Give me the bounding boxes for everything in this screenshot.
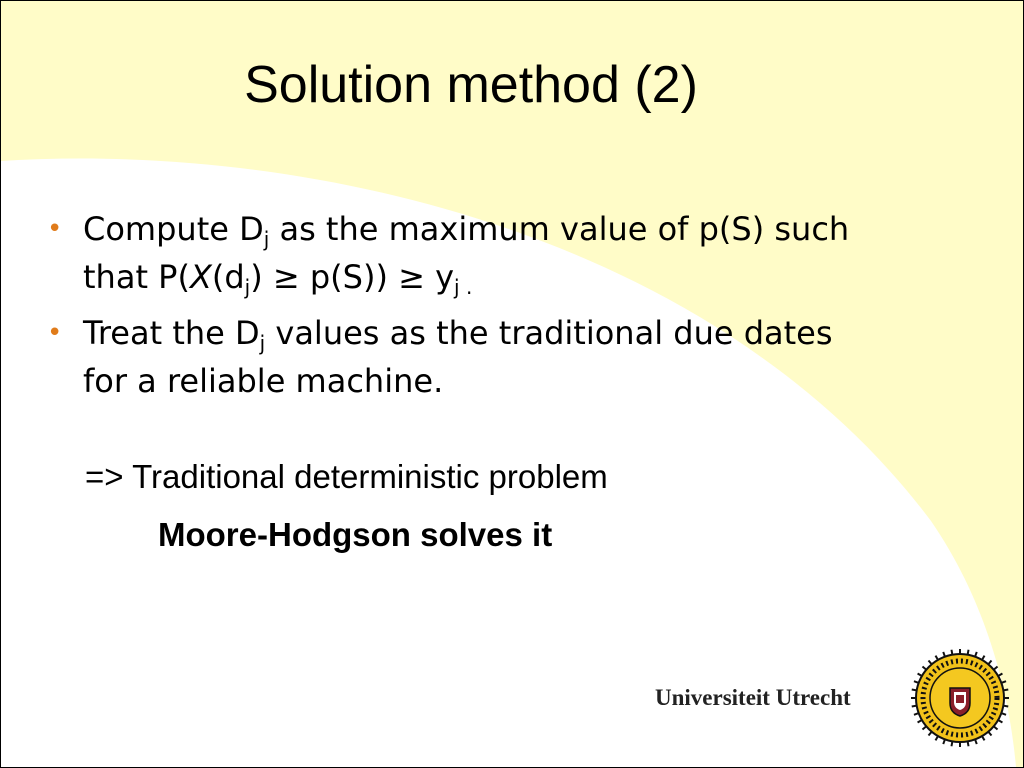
university-name: Universiteit Utrecht: [655, 685, 851, 710]
bullet-text: Treat the D: [83, 314, 260, 352]
slide-title: Solution method (2): [244, 56, 698, 114]
bullet-text: values as the traditional due dates for a reliable machine.: [83, 314, 833, 400]
bullet-text: as the maximum value of p(S) such that P(: [83, 210, 850, 296]
implication-text: => Traditional deterministic problem: [85, 458, 608, 495]
method-text: Moore-Hodgson solves it: [158, 516, 553, 553]
italic-variable: X: [189, 258, 212, 296]
bullet-item-compute: [45, 205, 865, 301]
bullet-text: Compute D: [83, 210, 264, 248]
subscript-period: .: [459, 275, 473, 299]
subscript: j: [244, 275, 251, 299]
bullet-text: ) ≥ p(S)) ≥ y: [250, 258, 455, 296]
bullet-icon: •: [47, 214, 63, 244]
bullet-icon: •: [47, 318, 63, 348]
bullet-text: (d: [211, 258, 245, 296]
subscript: j: [263, 227, 270, 251]
bullet-item-treat: [45, 309, 865, 405]
university-seal-logo: [910, 648, 1010, 748]
subscript: j: [259, 331, 266, 355]
bullet-list: [45, 205, 865, 413]
subscript: j: [454, 275, 460, 299]
